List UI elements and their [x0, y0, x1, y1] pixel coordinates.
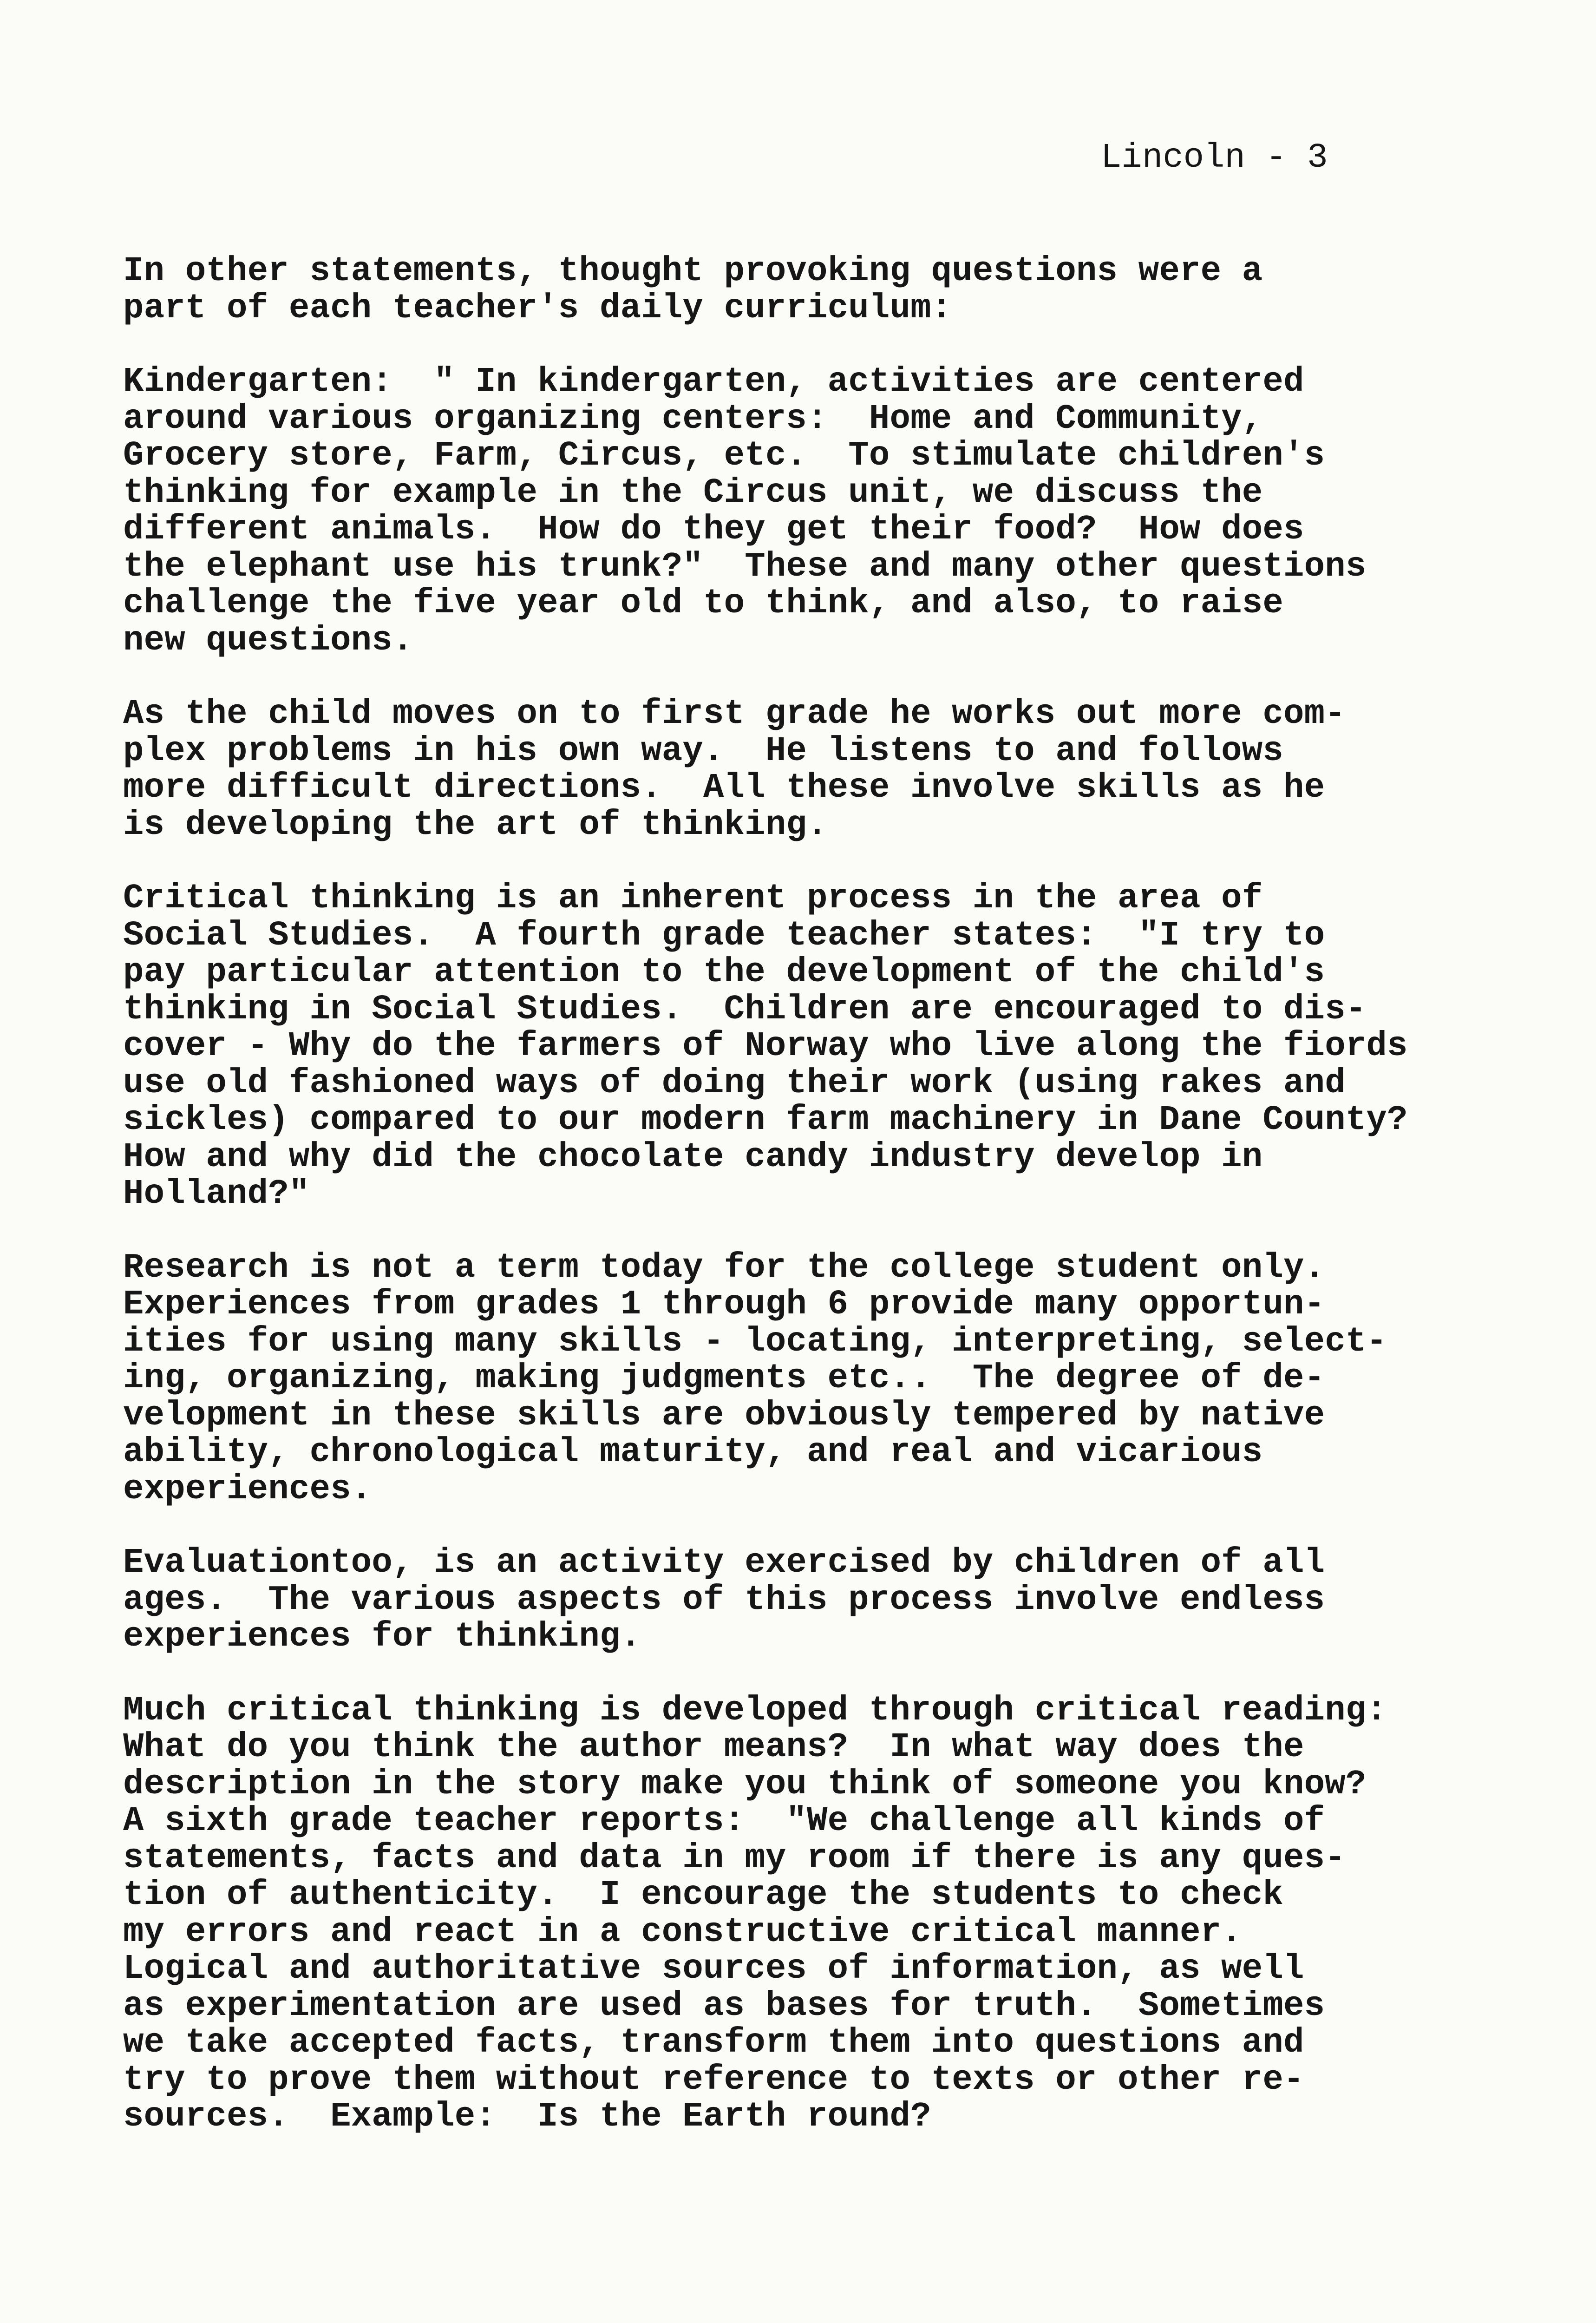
text-line: my errors and react in a constructive critical manner. — [123, 1912, 1242, 1952]
text-line: pay particular attention to the development of the child's — [123, 953, 1325, 992]
text-line: Evaluationtoo, is an activity exercised by children of all — [123, 1543, 1325, 1582]
text-line: Kindergarten: " In kindergarten, activities are centered — [123, 362, 1304, 401]
text-line: thinking for example in the Circus unit, we discuss the — [123, 473, 1263, 512]
text-line: plex problems in his own way. He listens to and follows — [123, 731, 1284, 771]
text-line: try to prove them without reference to texts or other re- — [123, 2060, 1304, 2100]
text-line: experiences. — [123, 1470, 372, 1509]
text-line: we take accepted facts, transform them into questions and — [123, 2023, 1304, 2062]
text-line: statements, facts and data in my room if there is any ques- — [123, 1838, 1346, 1878]
body-text — [123, 253, 1540, 2172]
paragraph-critical-reading — [123, 1693, 1540, 2136]
text-line: cover - Why do the farmers of Norway who live along the fiords — [123, 1027, 1408, 1066]
text-line: experiences for thinking. — [123, 1617, 641, 1656]
text-line: Critical thinking is an inherent process in the area of — [123, 879, 1263, 918]
text-line: ing, organizing, making judgments etc.. The degree of de- — [123, 1359, 1325, 1398]
text-line: new questions. — [123, 621, 413, 660]
page-number-header: Lincoln - 3 — [1101, 138, 1328, 177]
text-line: As the child moves on to first grade he works out more com- — [123, 695, 1346, 734]
paragraph-evaluation — [123, 1545, 1540, 1656]
text-line: What do you think the author means? In what way does the — [123, 1728, 1304, 1767]
text-line: around various organizing centers: Home and Community, — [123, 399, 1263, 439]
text-line: Holland?" — [123, 1175, 310, 1214]
text-line: ages. The various aspects of this process involve endless — [123, 1580, 1325, 1620]
text-line: the elephant use his trunk?" These and many other questions — [123, 547, 1367, 586]
text-line: different animals. How do they get their food? How does — [123, 510, 1304, 549]
text-line: is developing the art of thinking. — [123, 805, 828, 845]
paragraph-kindergarten — [123, 364, 1540, 659]
text-line: Grocery store, Farm, Circus, etc. To stimulate children's — [123, 436, 1325, 475]
text-line: ability, chronological maturity, and real and vicarious — [123, 1433, 1263, 1472]
paragraph-social-studies — [123, 880, 1540, 1213]
paragraph-first-grade — [123, 696, 1540, 844]
text-line: thinking in Social Studies. Children are encouraged to dis- — [123, 990, 1367, 1029]
text-line: Logical and authoritative sources of information, as well — [123, 1949, 1304, 1988]
text-line: Social Studies. A fourth grade teacher states: "I try to — [123, 916, 1325, 955]
paragraph-intro — [123, 253, 1540, 327]
paragraph-research — [123, 1250, 1540, 1509]
text-line: part of each teacher's daily curriculum: — [123, 289, 952, 328]
text-line: as experimentation are used as bases for truth. Sometimes — [123, 1986, 1325, 2026]
text-line: Research is not a term today for the college student only. — [123, 1248, 1325, 1287]
text-line: more difficult directions. All these involve skills as he — [123, 768, 1325, 807]
text-line: sickles) compared to our modern farm machinery in Dane County? — [123, 1101, 1408, 1140]
text-line: velopment in these skills are obviously tempered by native — [123, 1396, 1325, 1435]
text-line: use old fashioned ways of doing their work (using rakes and — [123, 1063, 1346, 1103]
text-line: Experiences from grades 1 through 6 provide many opportun- — [123, 1285, 1325, 1324]
text-line: A sixth grade teacher reports: "We challenge all kinds of — [123, 1802, 1325, 1841]
text-line: sources. Example: Is the Earth round? — [123, 2097, 931, 2136]
text-line: How and why did the chocolate candy industry develop in — [123, 1137, 1263, 1177]
text-line: Much critical thinking is developed through critical reading: — [123, 1691, 1387, 1730]
text-line: tion of authenticity. I encourage the students to check — [123, 1876, 1284, 1915]
text-line: challenge the five year old to think, and also, to raise — [123, 584, 1284, 623]
text-line: ities for using many skills - locating, interpreting, select- — [123, 1322, 1387, 1361]
text-line: In other statements, thought provoking questions were a — [123, 252, 1263, 291]
text-line: description in the story make you think of someone you know? — [123, 1765, 1367, 1804]
